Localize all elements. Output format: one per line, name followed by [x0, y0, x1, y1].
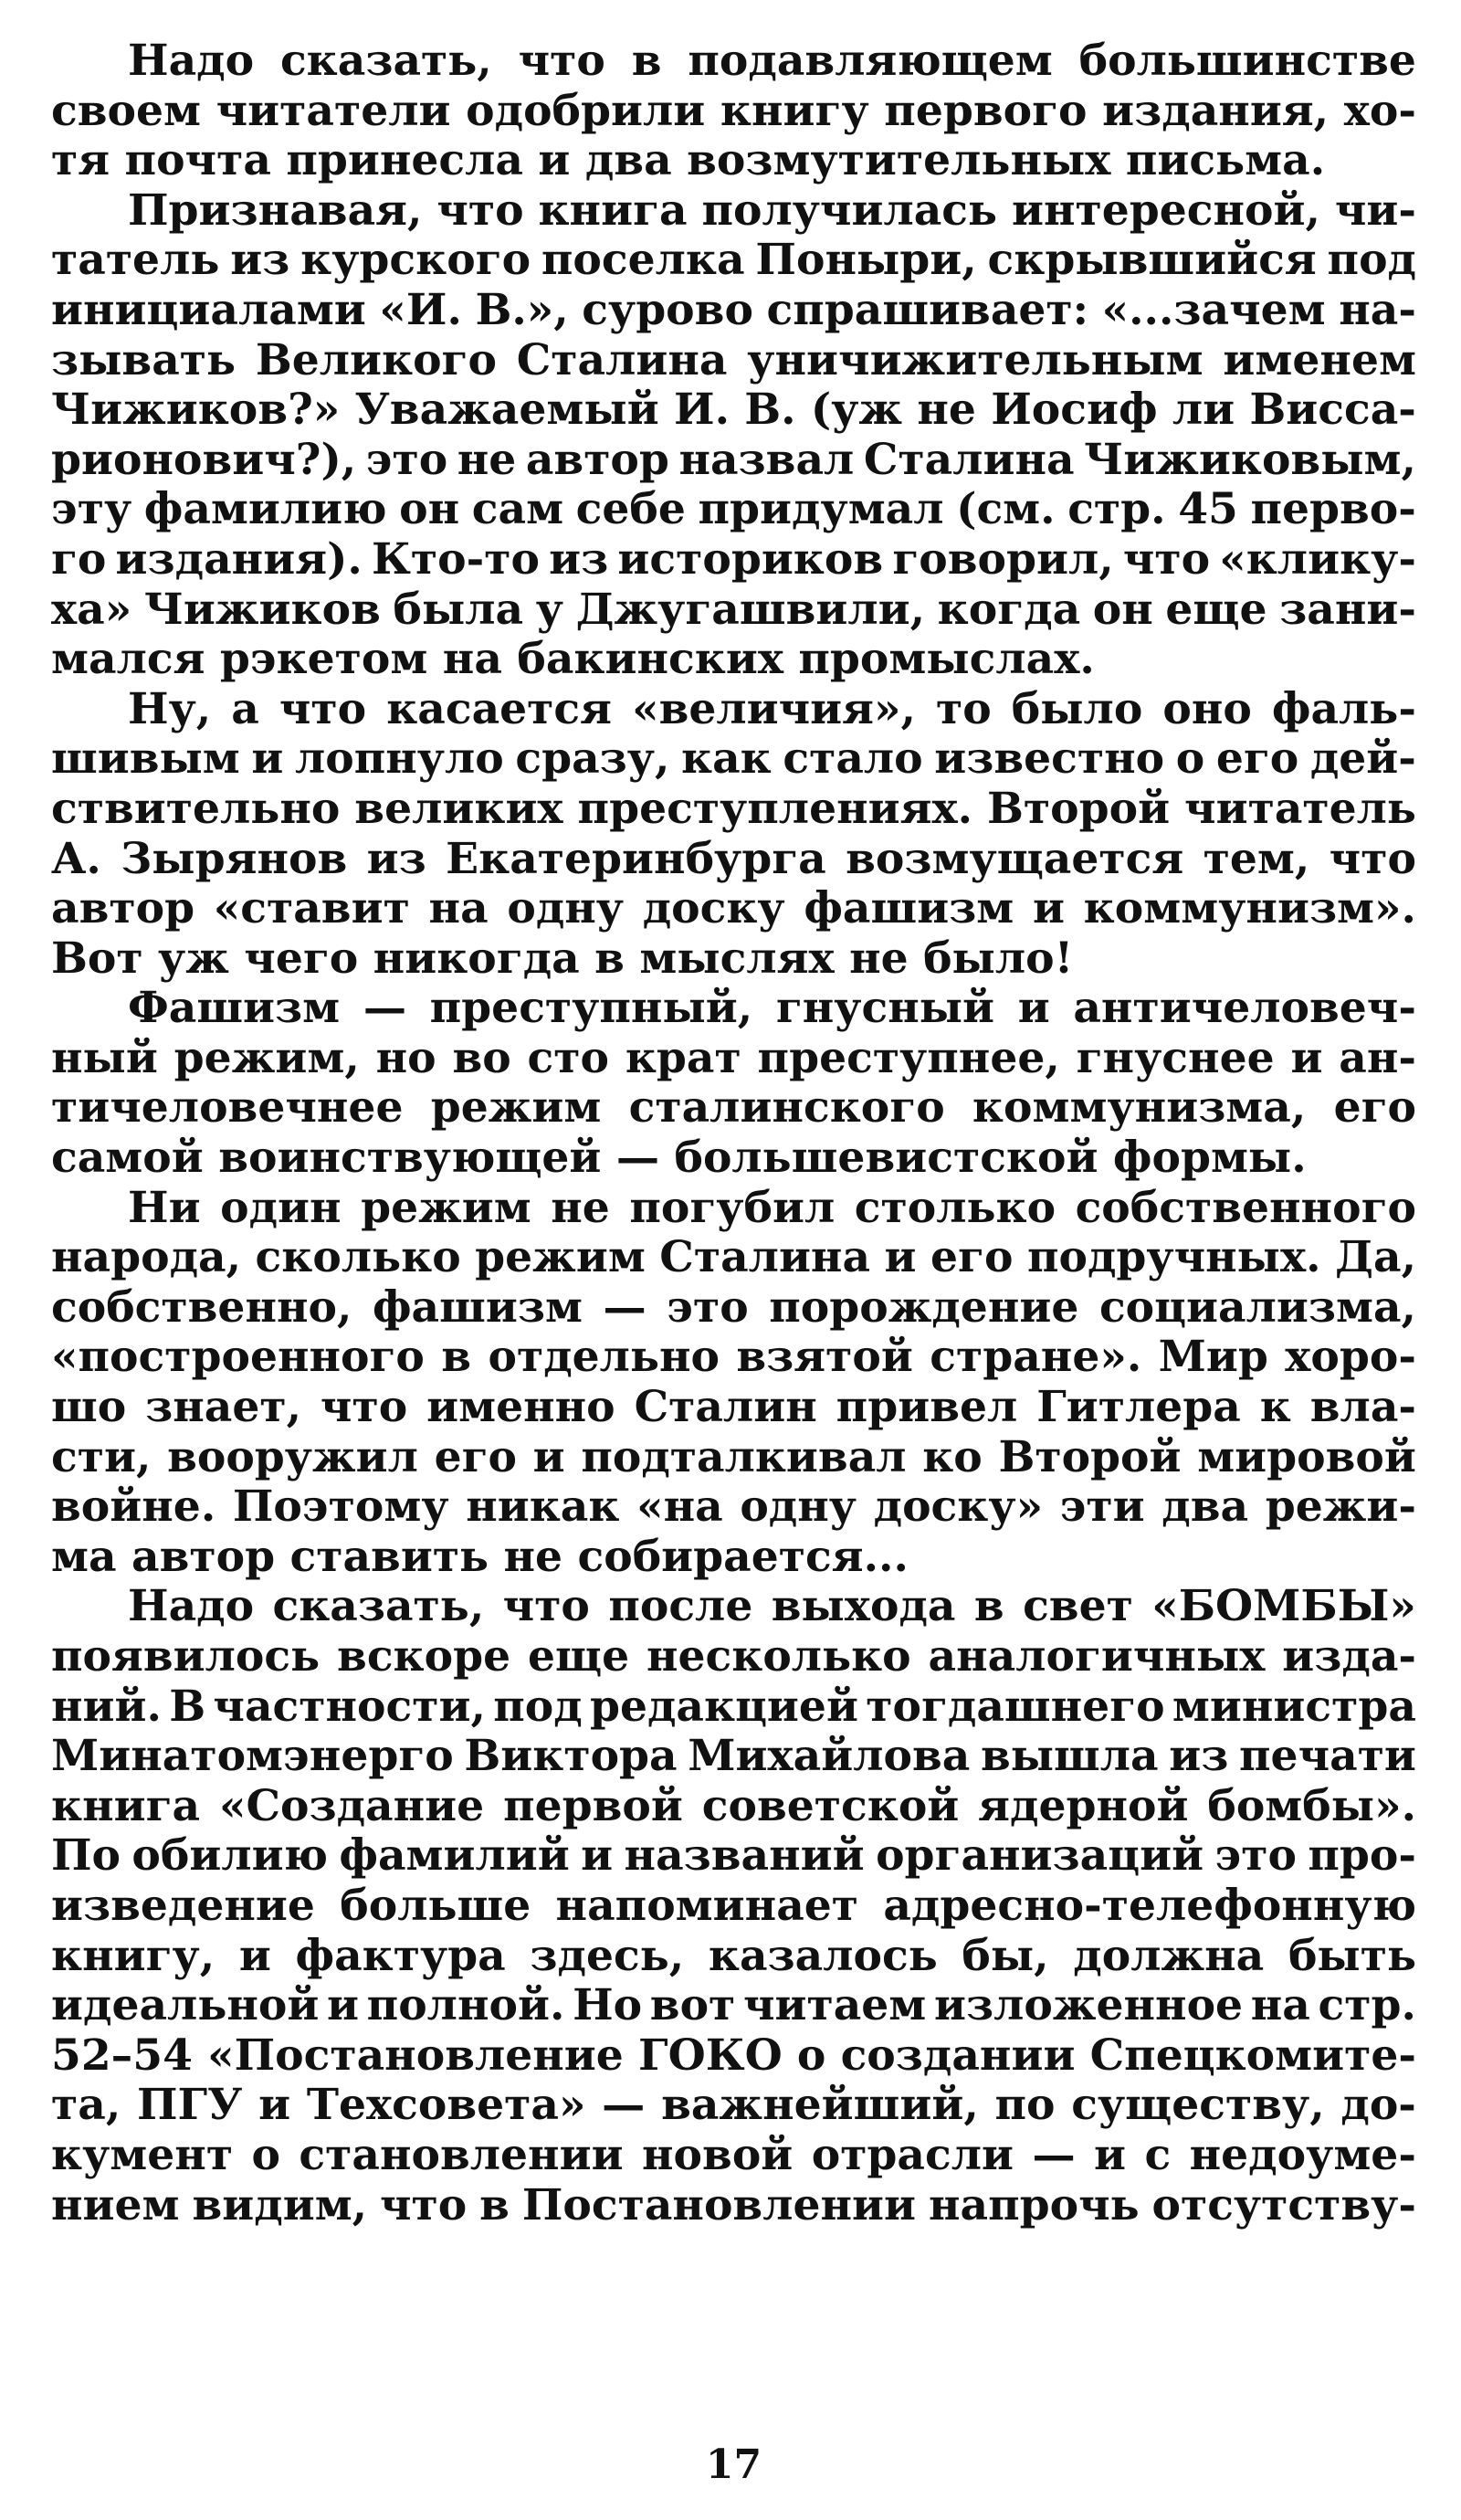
text-line: появилось вскоре еще несколько аналогичных изда-: [51, 1632, 1416, 1682]
text-line: нием видим, что в Постановлении напрочь отсутству-: [51, 2180, 1416, 2230]
text-line: собственно, фашизм — это порождение социализма,: [51, 1282, 1416, 1333]
text-line: кумент о становлении новой отрасли — и с недоуме-: [51, 2130, 1416, 2180]
text-line: сти, вооружил его и подталкивал ко Второй мировой: [51, 1432, 1416, 1482]
paragraph: [51, 186, 1416, 685]
text-line: Надо сказать, что после выхода в свет «БОМБЫ»: [128, 1582, 1416, 1632]
text-line: «построенного в отдельно взятой стране». Мир хоро-: [51, 1333, 1416, 1383]
text-body: [51, 37, 1416, 2230]
paragraph: [51, 1184, 1416, 1583]
text-line: ма автор ставить не собирается...: [51, 1532, 909, 1582]
text-line: народа, сколько режим Сталина и его подручных. Да,: [51, 1233, 1416, 1283]
text-line: рионович?), это не автор назвал Сталина Чижиковым,: [51, 435, 1416, 485]
paragraph: [51, 1582, 1416, 2230]
text-line: ха» Чижиков была у Джугашвили, когда он еще зани-: [51, 585, 1416, 635]
paragraph: [51, 984, 1416, 1183]
text-line: книга «Создание первой советской ядерной бомбы».: [51, 1781, 1416, 1831]
text-line: Чижиков?» Уважаемый И. В. (уж не Иосиф ли Висса-: [51, 385, 1416, 436]
text-line: тичеловечнее режим сталинского коммунизма, его: [51, 1083, 1416, 1133]
text-line: Фашизм — преступный, гнусный и античеловеч-: [128, 984, 1416, 1034]
text-line: шо знает, что именно Сталин привел Гитлера к вла-: [51, 1383, 1416, 1433]
text-line: шивым и лопнуло сразу, как стало известно о его дей-: [51, 734, 1416, 785]
text-line: ный режим, но во сто крат преступнее, гнуснее и ан-: [51, 1033, 1416, 1083]
text-line: своем читатели одобрили книгу первого издания, хо-: [51, 86, 1416, 136]
text-line: По обилию фамилий и названий организаций это про-: [51, 1831, 1416, 1882]
text-line: та, ПГУ и Техсовета» — важнейший, по существу, до-: [51, 2081, 1416, 2131]
text-line: эту фамилию он сам себе придумал (см. стр. 45 перво-: [51, 485, 1416, 535]
text-line: зывать Великого Сталина уничижительным именем: [51, 335, 1416, 385]
text-line: тя почта принесла и два возмутительных письма.: [51, 136, 1326, 186]
paragraph: [51, 37, 1416, 186]
text-line: идеальной и полной. Но вот читаем изложенное на стр.: [51, 1981, 1416, 2031]
paragraph: [51, 685, 1416, 985]
text-line: го издания). Кто-то из историков говорил, что «клику-: [51, 534, 1416, 585]
text-line: инициалами «И. В.», сурово спрашивает: «...зачем на-: [51, 285, 1416, 335]
text-line: автор «ставит на одну доску фашизм и коммунизм».: [51, 884, 1416, 934]
text-line: А. Зырянов из Екатеринбурга возмущается тем, что: [51, 834, 1416, 884]
text-line: войне. Поэтому никак «на одну доску» эти два режи-: [51, 1482, 1416, 1533]
text-line: Минатомэнерго Виктора Михайлова вышла из печати: [51, 1732, 1416, 1782]
book-page: [51, 37, 1416, 2488]
text-line: изведение больше напоминает адресно-телефонную: [51, 1881, 1416, 1931]
text-line: книгу, и фактура здесь, казалось бы, должна быть: [51, 1931, 1416, 1981]
text-line: татель из курского поселка Поныри, скрывшийся под: [51, 236, 1416, 286]
text-line: Вот уж чего никогда в мыслях не было!: [51, 933, 1074, 984]
text-line: 52–54 «Постановление ГОКО о создании Спецкомите-: [51, 2030, 1416, 2081]
text-line: самой воинствующей — большевистской формы.: [51, 1133, 1307, 1184]
text-line: Признавая, что книга получилась интересной, чи-: [128, 185, 1416, 236]
text-line: мался рэкетом на бакинских промыслах.: [51, 635, 1095, 685]
text-line: Ни один режим не погубил столько собственного: [128, 1183, 1416, 1233]
page-number: 17: [705, 2441, 762, 2488]
text-line: Ну, а что касается «величия», то было оно фаль-: [128, 684, 1416, 734]
text-line: Надо сказать, что в подавляющем большинстве: [128, 37, 1416, 86]
text-line: ствительно великих преступлениях. Второй читатель: [51, 784, 1416, 834]
text-line: ний. В частности, под редакцией тогдашнего министра: [51, 1682, 1416, 1732]
